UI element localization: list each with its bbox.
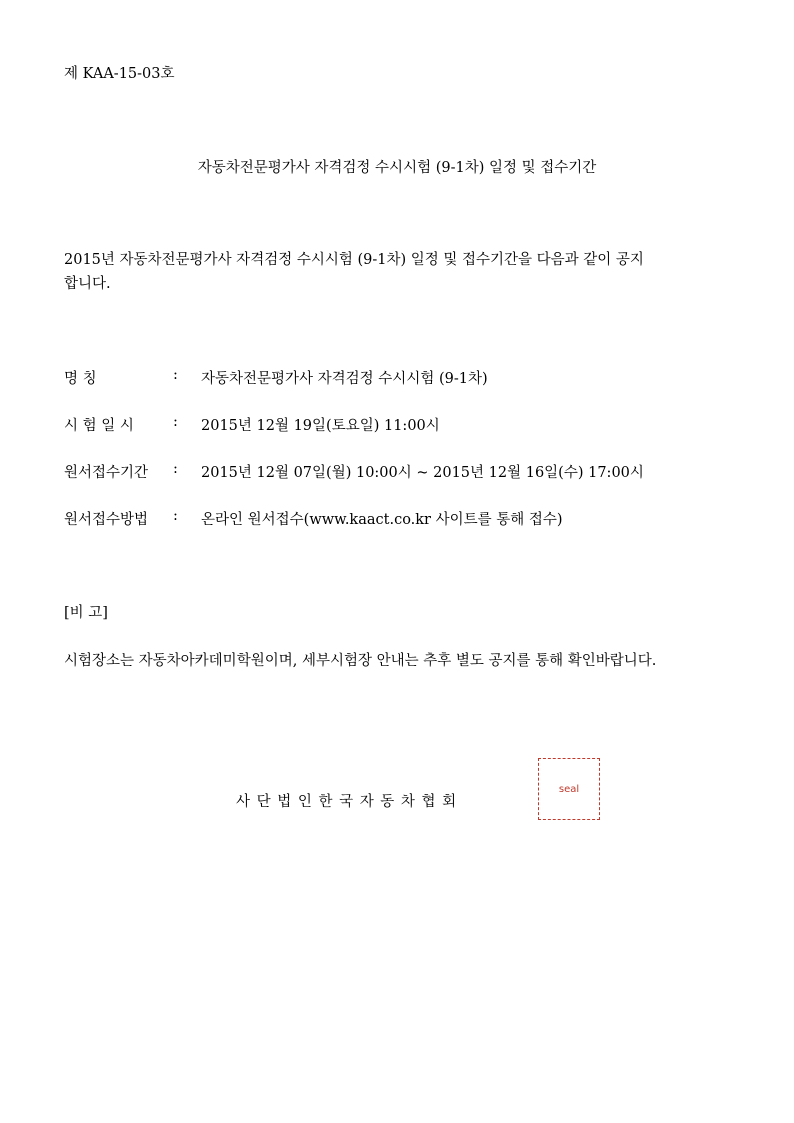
detail-separator: : [173,461,178,477]
seal-placeholder-label: seal [558,783,580,795]
detail-value-application-method: 온라인 원서접수(www.kaact.co.kr 사이트를 통해 접수) [201,512,563,528]
intro-line-2: 합니다. [64,276,111,292]
seal-placeholder [538,758,600,820]
detail-value-exam-date: 2015년 12월 19일(토요일) 11:00시 [201,418,440,434]
detail-label-application-method: 원서접수방법 [64,512,149,528]
document-title: 자동차전문평가사 자격검정 수시시험 (9-1차) 일정 및 접수기간 [197,160,597,176]
remarks-text: 시험장소는 자동차아카데미학원이며, 세부시험장 안내는 추후 별도 공지를 통해 확인바랍니다. [64,653,657,669]
detail-separator: : [173,414,178,430]
detail-value-name: 자동차전문평가사 자격검정 수시시험 (9-1차) [201,371,488,387]
detail-separator: : [173,367,178,383]
detail-label-application-period: 원서접수기간 [64,465,149,481]
detail-label-name: 명 칭 [64,371,97,387]
detail-value-application-period: 2015년 12월 07일(월) 10:00시 ~ 2015년 12월 16일(수) 17:00시 [201,465,644,481]
detail-label-exam-date: 시 험 일 시 [64,418,134,434]
document-number: 제 KAA-15-03호 [64,66,175,82]
intro-line-1: 2015년 자동차전문평가사 자격검정 수시시험 (9-1차) 일정 및 접수기간을 다음과 같이 공지 [64,252,644,268]
detail-separator: : [173,508,178,524]
issuer-name: 사 단 법 인 한 국 자 동 차 협 회 [236,794,458,810]
remarks-heading: [비 고] [64,605,108,621]
